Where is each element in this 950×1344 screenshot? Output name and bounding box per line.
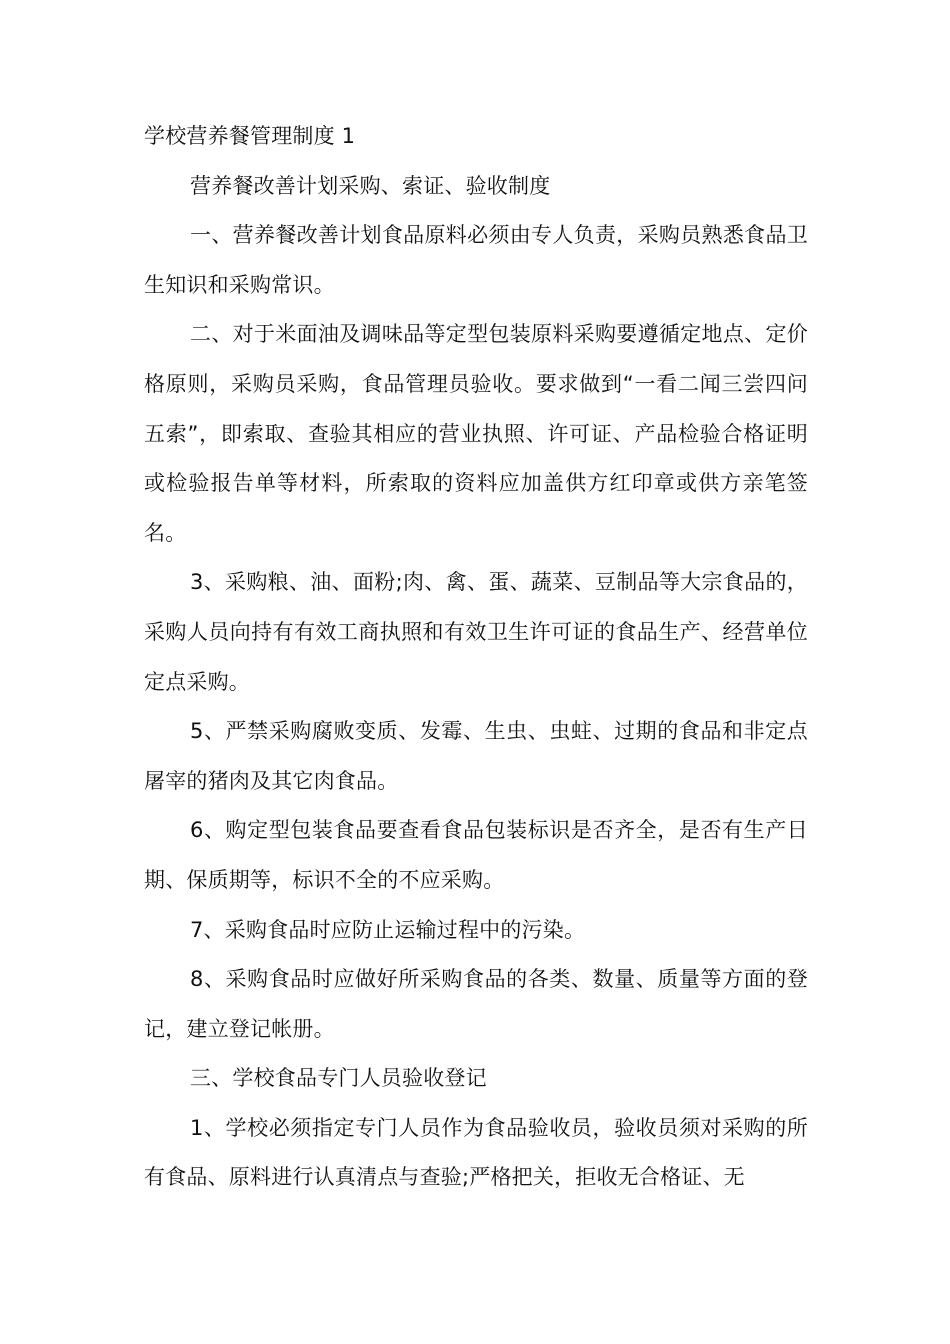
paragraph-item-3: 3、采购粮、油、面粉;肉、禽、蛋、蔬菜、豆制品等大宗食品的，采购人员向持有有效工商执照和有效卫生许可证的食品生产、经营单位定点采购。 (144, 570, 808, 694)
paragraph-section-2: 二、对于米面油及调味品等定型包装原料采购要遵循定地点、定价格原则，采购员采购，食品管理员验收。要求做到“一看二闻三尝四问五索”，即索取、查验其相应的营业执照、许可证、产品检验合格证明或检验报告单等材料，所索取的资料应加盖供方红印章或供方亲笔签名。 (144, 322, 808, 545)
document-body (144, 112, 808, 1203)
paragraph-item-5: 5、严禁采购腐败变质、发霉、生虫、虫蛀、过期的食品和非定点屠宰的猪肉及其它肉食品。 (144, 719, 808, 793)
paragraph-subtitle: 营养餐改善计划采购、索证、验收制度 (190, 173, 551, 198)
paragraph-item-6: 6、购定型包装食品要查看食品包装标识是否齐全，是否有生产日期、保质期等，标识不全的不应采购。 (144, 818, 808, 892)
document-title: 学校营养餐管理制度 1 (144, 124, 356, 148)
paragraph-section-1: 一、营养餐改善计划食品原料必须由专人负责，采购员熟悉食品卫生知识和采购常识。 (144, 223, 808, 297)
paragraph-section-3: 三、学校食品专门人员验收登记 (190, 1066, 487, 1091)
paragraph-item-7: 7、采购食品时应防止运输过程中的污染。 (190, 917, 586, 942)
paragraph-item-8: 8、采购食品时应做好所采购食品的各类、数量、质量等方面的登记，建立登记帐册。 (144, 967, 808, 1041)
paragraph-section-3-item-1: 1、学校必须指定专门人员作为食品验收员，验收员须对采购的所有食品、原料进行认真清点与查验;严格把关，拒收无合格证、无 (144, 1115, 808, 1190)
